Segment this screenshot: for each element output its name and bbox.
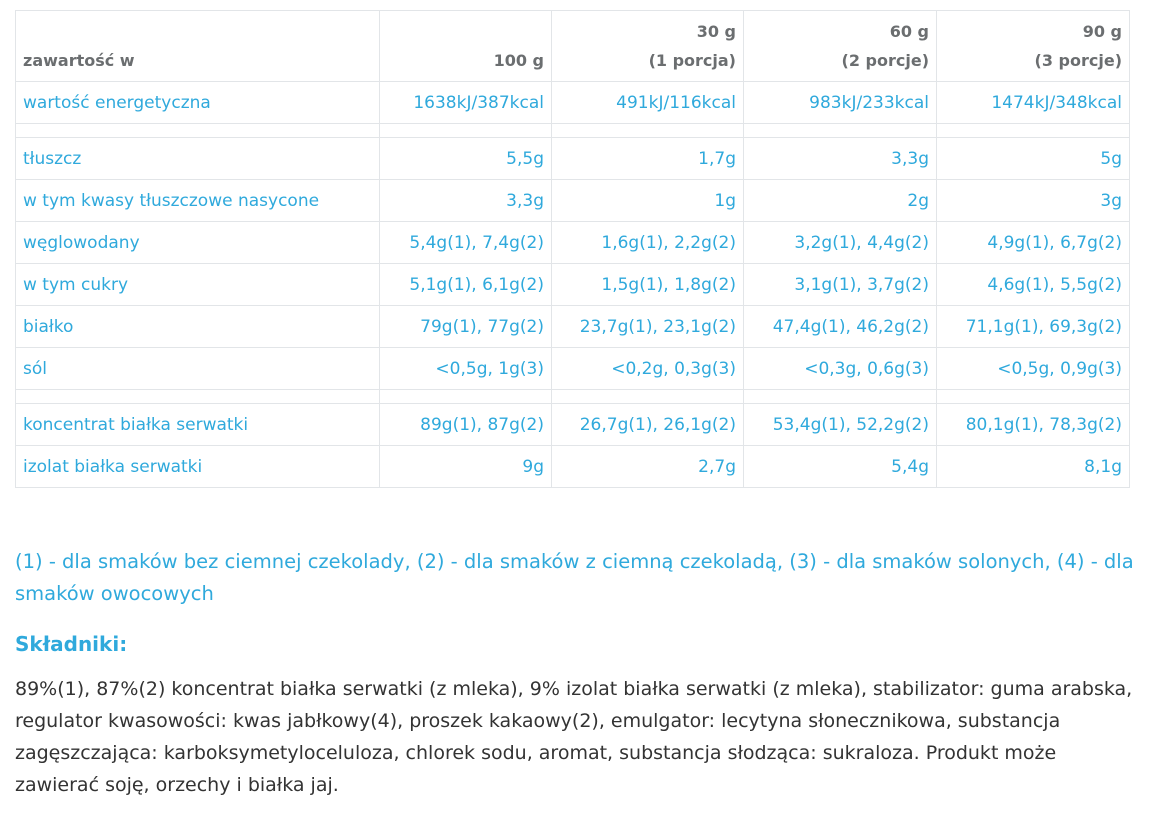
value-cell: 4,6g(1), 5,5g(2) xyxy=(937,264,1130,306)
table-row xyxy=(16,446,1130,488)
nutrient-name-cell: w tym kwasy tłuszczowe nasycone xyxy=(16,180,380,222)
header-line1: 90 g xyxy=(1082,22,1122,41)
value-cell: 4,9g(1), 6,7g(2) xyxy=(937,222,1130,264)
header-cell-nutrient xyxy=(16,11,380,82)
value-cell: 5,1g(1), 6,1g(2) xyxy=(380,264,552,306)
ingredients-text: 89%(1), 87%(2) koncentrat białka serwatki (z mleka), 9% izolat białka serwatki (z mleka), stabilizator: guma arabska, regulator kwasowości: kwas jabłkowy(4), proszek kakaowy(2), emulgator: lecytyna słonecznikowa, substancja zagęszczająca: karboksymetyloceluloza, chlorek sodu, aromat, substancja słodząca: sukraloza. Produkt może zawierać soję, orzechy i białka jaj. xyxy=(15,678,1133,796)
value-cell: 1,5g(1), 1,8g(2) xyxy=(552,264,744,306)
spacer-row xyxy=(16,390,1130,404)
value-cell: 47,4g(1), 46,2g(2) xyxy=(744,306,937,348)
header-cell-100g xyxy=(380,11,552,82)
value-cell: 53,4g(1), 52,2g(2) xyxy=(744,404,937,446)
header-line2: (3 porcje) xyxy=(1034,51,1122,70)
table-row xyxy=(16,180,1130,222)
nutrient-name-cell: węglowodany xyxy=(16,222,380,264)
value-cell: 1474kJ/348kcal xyxy=(937,82,1130,124)
nutrient-name-cell xyxy=(16,390,380,404)
value-cell: <0,2g, 0,3g(3) xyxy=(552,348,744,390)
header-line2: (1 porcja) xyxy=(648,51,736,70)
value-cell: <0,5g, 1g(3) xyxy=(380,348,552,390)
header-cell-90g xyxy=(937,11,1130,82)
header-cell-60g xyxy=(744,11,937,82)
value-cell: 23,7g(1), 23,1g(2) xyxy=(552,306,744,348)
nutrient-name-cell: koncentrat białka serwatki xyxy=(16,404,380,446)
nutrient-name-cell xyxy=(16,124,380,138)
footnote: (1) - dla smaków bez ciemnej czekolady, (2) - dla smaków z ciemną czekoladą, (3) - dla smaków solonych, (4) - dla smaków owocowych xyxy=(15,550,1134,605)
value-cell xyxy=(744,390,937,404)
table-row xyxy=(16,138,1130,180)
table-row xyxy=(16,82,1130,124)
nutrition-table xyxy=(15,10,1130,488)
value-cell: 5,5g xyxy=(380,138,552,180)
table-row xyxy=(16,404,1130,446)
header-line1: 30 g xyxy=(696,22,736,41)
value-cell: 3,3g xyxy=(380,180,552,222)
nutrient-name-cell: tłuszcz xyxy=(16,138,380,180)
header-line2: (2 porcje) xyxy=(841,51,929,70)
value-cell: 5,4g xyxy=(744,446,937,488)
table-row xyxy=(16,348,1130,390)
table-row xyxy=(16,306,1130,348)
value-cell: 5g xyxy=(937,138,1130,180)
value-cell: 2g xyxy=(744,180,937,222)
spacer-row xyxy=(16,124,1130,138)
ingredients-heading: Składniki: xyxy=(15,632,128,656)
value-cell: 26,7g(1), 26,1g(2) xyxy=(552,404,744,446)
table-row xyxy=(16,222,1130,264)
header-line1: 60 g xyxy=(889,22,929,41)
value-cell: 79g(1), 77g(2) xyxy=(380,306,552,348)
value-cell: 491kJ/116kcal xyxy=(552,82,744,124)
value-cell: 89g(1), 87g(2) xyxy=(380,404,552,446)
nutrient-name-cell: w tym cukry xyxy=(16,264,380,306)
value-cell: 3,1g(1), 3,7g(2) xyxy=(744,264,937,306)
value-cell xyxy=(380,124,552,138)
value-cell: 3,3g xyxy=(744,138,937,180)
value-cell: 5,4g(1), 7,4g(2) xyxy=(380,222,552,264)
value-cell: 3g xyxy=(937,180,1130,222)
table-row xyxy=(16,264,1130,306)
nutrient-name-cell: izolat białka serwatki xyxy=(16,446,380,488)
value-cell: 71,1g(1), 69,3g(2) xyxy=(937,306,1130,348)
value-cell: 8,1g xyxy=(937,446,1130,488)
value-cell: 3,2g(1), 4,4g(2) xyxy=(744,222,937,264)
value-cell xyxy=(552,124,744,138)
value-cell xyxy=(937,124,1130,138)
value-cell: 9g xyxy=(380,446,552,488)
value-cell: 1,7g xyxy=(552,138,744,180)
nutrient-name-cell: sól xyxy=(16,348,380,390)
value-cell: 1,6g(1), 2,2g(2) xyxy=(552,222,744,264)
value-cell: 983kJ/233kcal xyxy=(744,82,937,124)
value-cell: 1638kJ/387kcal xyxy=(380,82,552,124)
value-cell: <0,5g, 0,9g(3) xyxy=(937,348,1130,390)
header-cell-30g xyxy=(552,11,744,82)
table-header-row xyxy=(16,11,1130,82)
value-cell: <0,3g, 0,6g(3) xyxy=(744,348,937,390)
header-line2: 100 g xyxy=(493,51,544,70)
nutrient-name-cell: wartość energetyczna xyxy=(16,82,380,124)
value-cell: 1g xyxy=(552,180,744,222)
header-line2: zawartość w xyxy=(23,51,135,70)
value-cell xyxy=(744,124,937,138)
value-cell xyxy=(937,390,1130,404)
value-cell: 2,7g xyxy=(552,446,744,488)
value-cell xyxy=(380,390,552,404)
value-cell: 80,1g(1), 78,3g(2) xyxy=(937,404,1130,446)
table-body xyxy=(16,82,1130,488)
nutrient-name-cell: białko xyxy=(16,306,380,348)
value-cell xyxy=(552,390,744,404)
